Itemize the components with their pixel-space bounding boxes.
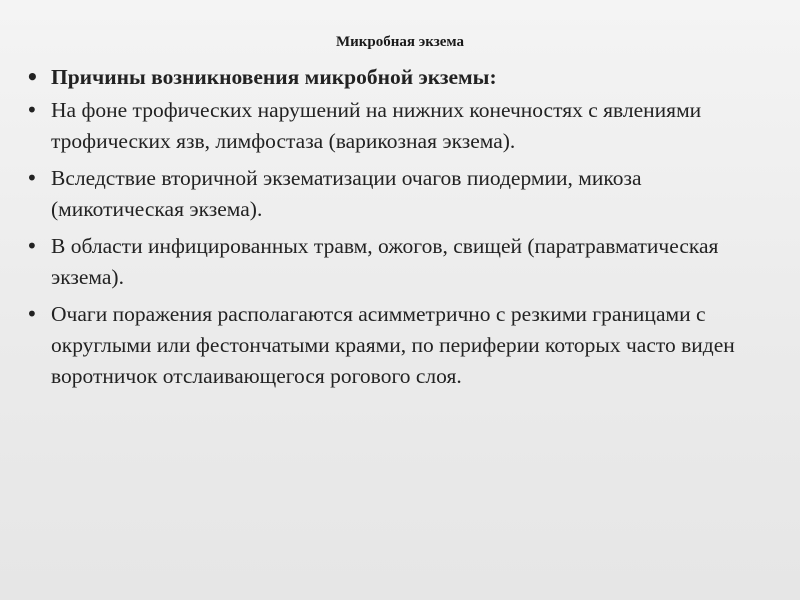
bullet-icon: • <box>26 234 38 258</box>
bullet-list <box>24 62 764 398</box>
bullet-text: В области инфицированных травм, ожогов, свищей (паратравматическая экзема). <box>51 234 719 289</box>
bullet-item-lesions <box>24 299 764 392</box>
bullet-icon: • <box>26 65 39 89</box>
bullet-icon: • <box>26 302 38 326</box>
bullet-text: Причины возникновения микробной экземы: <box>51 65 497 89</box>
bullet-item-varicose <box>24 95 764 157</box>
bullet-item-causes-heading <box>24 62 764 93</box>
bullet-item-paratraumatic <box>24 231 764 293</box>
bullet-text: Вследствие вторичной экзематизации очагов пиодермии, микоза (микотическая экзема). <box>51 166 642 221</box>
bullet-text: Очаги поражения располагаются асимметрично с резкими границами с округлыми или фестончатыми краями, по периферии которых часто виден воротничок отслаивающегося рогового слоя. <box>51 302 735 388</box>
bullet-icon: • <box>26 166 38 190</box>
bullet-icon: • <box>26 98 38 122</box>
bullet-text: На фоне трофических нарушений на нижних конечностях с явлениями трофических язв, лимфостаза (варикозная экзема). <box>51 98 702 153</box>
slide-title: Микробная экзема <box>335 34 465 50</box>
bullet-item-mycotic <box>24 163 764 225</box>
